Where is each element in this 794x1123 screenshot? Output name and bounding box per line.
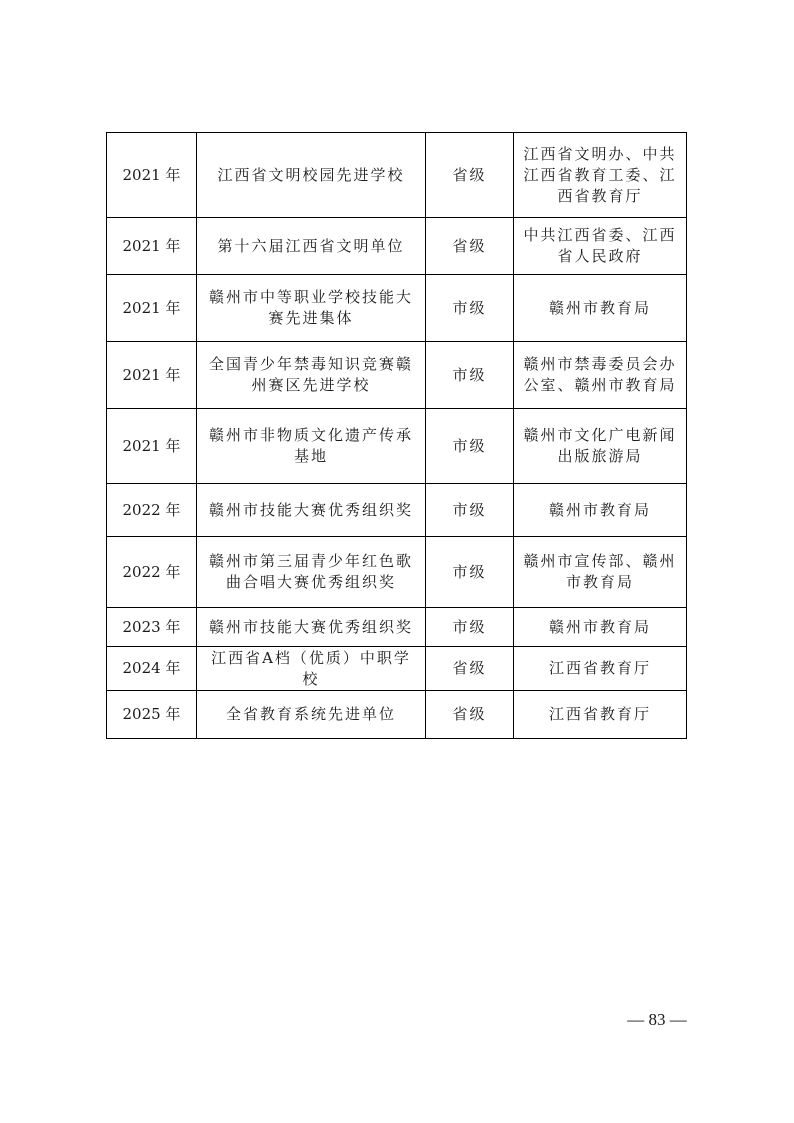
- year-cell: 2025 年: [107, 691, 197, 739]
- year-cell: 2021 年: [107, 342, 197, 409]
- award-title-cell: 赣州市非物质文化遗产传承基地: [197, 409, 426, 484]
- issuer-cell: 赣州市教育局: [514, 275, 687, 342]
- level-cell: 市级: [426, 608, 514, 647]
- table-row: [107, 537, 687, 608]
- award-title-cell: 全国青少年禁毒知识竞赛赣州赛区先进学校: [197, 342, 426, 409]
- table-row: [107, 608, 687, 647]
- award-title-cell: 江西省A档（优质）中职学校: [197, 647, 426, 691]
- table-row: [107, 409, 687, 484]
- award-title-cell: 全省教育系统先进单位: [197, 691, 426, 739]
- table-row: [107, 484, 687, 537]
- year-cell: 2021 年: [107, 409, 197, 484]
- issuer-cell: 江西省文明办、中共江西省教育工委、江西省教育厅: [514, 133, 687, 218]
- level-cell: 市级: [426, 484, 514, 537]
- level-cell: 市级: [426, 342, 514, 409]
- page-number: — 83 —: [627, 1010, 687, 1029]
- issuer-cell: 赣州市宣传部、赣州市教育局: [514, 537, 687, 608]
- issuer-cell: 江西省教育厅: [514, 691, 687, 739]
- award-title-cell: 赣州市中等职业学校技能大赛先进集体: [197, 275, 426, 342]
- table-row: [107, 647, 687, 691]
- award-title-cell: 赣州市技能大赛优秀组织奖: [197, 484, 426, 537]
- year-cell: 2022 年: [107, 484, 197, 537]
- issuer-cell: 赣州市教育局: [514, 484, 687, 537]
- honors-table-body: [107, 133, 687, 739]
- year-cell: 2021 年: [107, 275, 197, 342]
- issuer-cell: 江西省教育厅: [514, 647, 687, 691]
- issuer-cell: 赣州市文化广电新闻出版旅游局: [514, 409, 687, 484]
- year-cell: 2023 年: [107, 608, 197, 647]
- level-cell: 省级: [426, 218, 514, 275]
- year-cell: 2024 年: [107, 647, 197, 691]
- issuer-cell: 赣州市教育局: [514, 608, 687, 647]
- award-title-cell: 江西省文明校园先进学校: [197, 133, 426, 218]
- award-title-cell: 赣州市技能大赛优秀组织奖: [197, 608, 426, 647]
- table-row: [107, 691, 687, 739]
- table-row: [107, 133, 687, 218]
- award-title-cell: 赣州市第三届青少年红色歌曲合唱大赛优秀组织奖: [197, 537, 426, 608]
- level-cell: 省级: [426, 647, 514, 691]
- level-cell: 省级: [426, 691, 514, 739]
- honors-table: [106, 132, 687, 739]
- year-cell: 2021 年: [107, 133, 197, 218]
- table-row: [107, 218, 687, 275]
- year-cell: 2021 年: [107, 218, 197, 275]
- table-row: [107, 342, 687, 409]
- issuer-cell: 中共江西省委、江西省人民政府: [514, 218, 687, 275]
- level-cell: 市级: [426, 275, 514, 342]
- issuer-cell: 赣州市禁毒委员会办公室、赣州市教育局: [514, 342, 687, 409]
- table-row: [107, 275, 687, 342]
- year-cell: 2022 年: [107, 537, 197, 608]
- level-cell: 市级: [426, 409, 514, 484]
- award-title-cell: 第十六届江西省文明单位: [197, 218, 426, 275]
- level-cell: 省级: [426, 133, 514, 218]
- level-cell: 市级: [426, 537, 514, 608]
